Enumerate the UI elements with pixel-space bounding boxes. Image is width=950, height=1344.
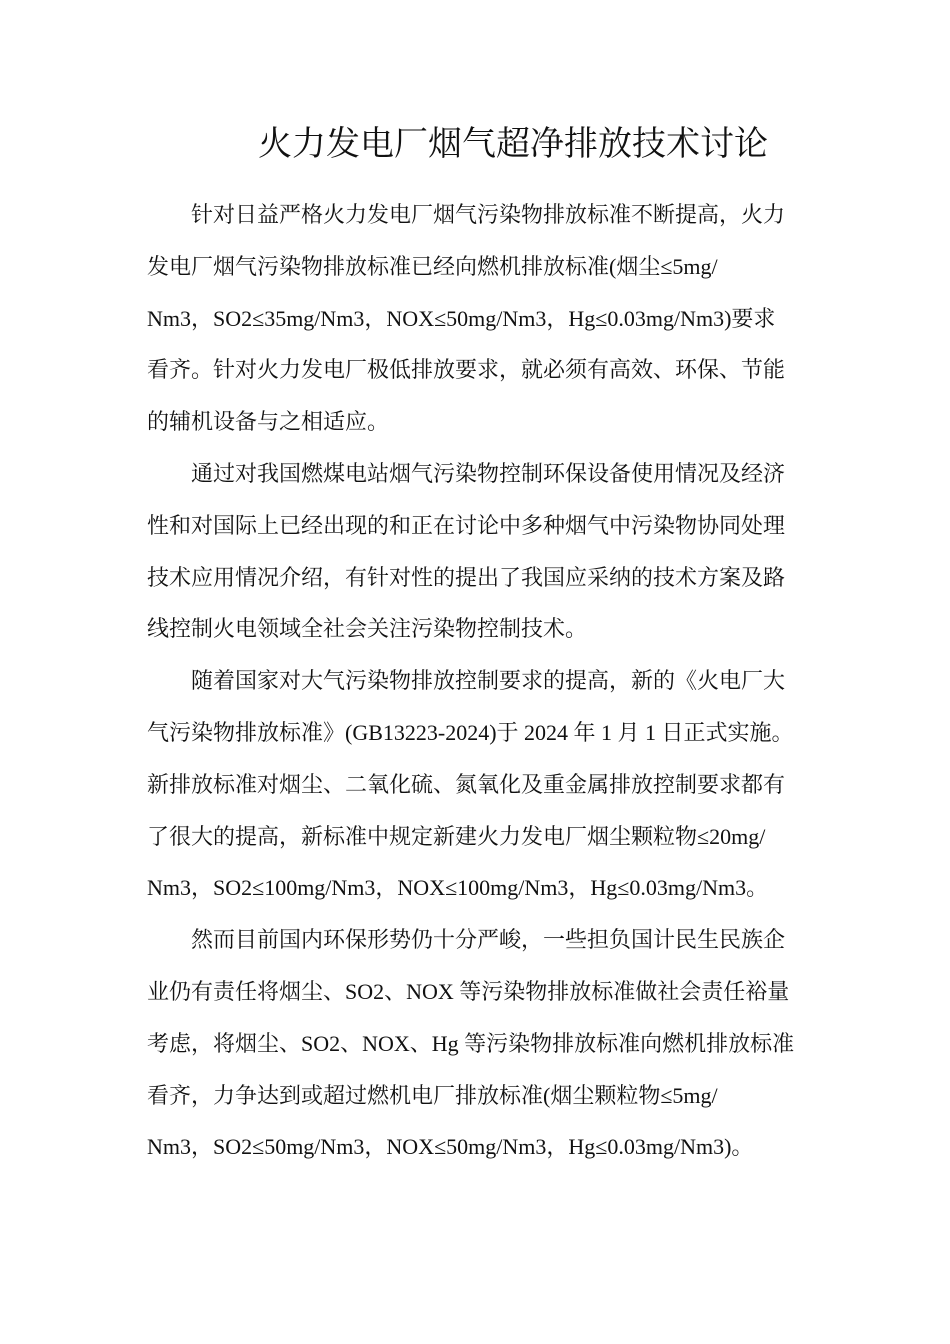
text-line: 发电厂烟气污染物排放标准已经向燃机排放标准(烟尘≤5mg/ [147, 253, 718, 279]
text-line: 然而目前国内环保形势仍十分严峻，一些担负国计民生民族企 [191, 927, 786, 953]
text-line: 气污染物排放标准》(GB13223-2024)于 2024 年 1 月 1 日正式实施。 [147, 719, 794, 745]
paragraph-1 [147, 189, 807, 448]
text-line: Nm3，SO2≤100mg/Nm3，NOX≤100mg/Nm3，Hg≤0.03mg/Nm3。 [147, 875, 769, 901]
paragraph-3 [147, 655, 807, 914]
text-line: 考虑，将烟尘、SO2、NOX、Hg 等污染物排放标准向燃机排放标准 [147, 1030, 795, 1056]
text-line: 新排放标准对烟尘、二氧化硫、氮氧化及重金属排放控制要求都有 [147, 771, 786, 797]
text-line: 随着国家对大气污染物排放控制要求的提高，新的《火电厂大 [191, 668, 786, 694]
text-line: 针对日益严格火力发电厂烟气污染物排放标准不断提高，火力 [191, 202, 786, 227]
text-line: Nm3，SO2≤50mg/Nm3，NOX≤50mg/Nm3，Hg≤0.03mg/Nm3)。 [147, 1134, 754, 1160]
text-line: 了很大的提高，新标准中规定新建火力发电厂烟尘颗粒物≤20mg/ [147, 823, 766, 849]
text-line: 通过对我国燃煤电站烟气污染物控制环保设备使用情况及经济 [191, 460, 786, 486]
text-line: 的辅机设备与之相适应。 [147, 409, 390, 435]
text-line: 性和对国际上已经出现的和正在讨论中多种烟气中污染物协同处理 [147, 512, 786, 538]
document-title: 火力发电厂烟气超净排放技术讨论 [258, 126, 768, 163]
text-line: 看齐。针对火力发电厂极低排放要求，就必须有高效、环保、节能 [147, 357, 786, 383]
text-line: 业仍有责任将烟尘、SO2、NOX 等污染物排放标准做社会责任裕量 [147, 978, 790, 1004]
text-line: 看齐，力争达到或超过燃机电厂排放标准(烟尘颗粒物≤5mg/ [147, 1082, 718, 1108]
paragraph-2 [147, 448, 807, 655]
text-line: Nm3，SO2≤35mg/Nm3，NOX≤50mg/Nm3，Hg≤0.03mg/Nm3)要求 [147, 305, 776, 331]
text-line: 技术应用情况介绍，有针对性的提出了我国应采纳的技术方案及路 [147, 564, 786, 590]
document-body [147, 189, 807, 1173]
text-line: 线控制火电领域全社会关注污染物控制技术。 [147, 616, 588, 642]
paragraph-4 [147, 914, 807, 1173]
